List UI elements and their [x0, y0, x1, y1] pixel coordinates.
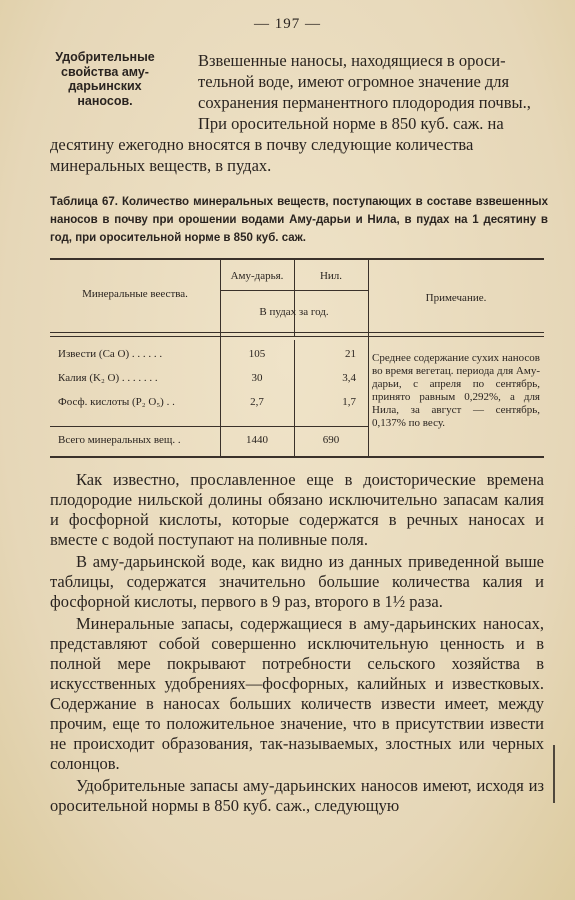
margin-note: Удобрительные свойства аму-дарьинских наносов. [55, 50, 155, 108]
header-minerals: Минеральные веества. [82, 288, 188, 300]
row-name: Фосф. кислоты (P₂ O₅) . . [58, 396, 175, 408]
total-name: Всего минеральных вещ. . [58, 434, 181, 446]
intro-line: тельной воде, имеют огромное значение для [198, 72, 510, 91]
table-title: Таблица 67. Количество минеральных веществ, поступающих в составе взвешенных наносов в почву при орошении водами Аму-дарьи и Нила, в пудах на 1 десятину в год, при оросительной норме в 850 куб. саж. [50, 196, 548, 244]
table-total-rule [50, 426, 368, 427]
table-header-rule [50, 332, 544, 333]
row-name: Извести (Ca O) . . . . . . [58, 348, 163, 360]
header-note: Примечание. [425, 292, 487, 304]
intro-line: При оросительной норме в 850 куб. саж. на [198, 114, 504, 133]
row-name: Калия (K₂ O) . . . . . . . [58, 372, 158, 384]
paragraph: В аму-дарьинской воде, как видно из данных приведенной выше таблицы, содержатся значительно большие количества калия и фосфорной кислоты, первого в 9 раз, второго в 1½ раза. [50, 552, 544, 611]
table-note: Среднее содержание сухих наносов во время вегетац. периода для Аму-дарьи, с апреля по сентябрь, принято равным 0,292%, а для Нила, за август — сентябрь, 0,137% по весу. [372, 352, 540, 429]
row-amu-value: 30 [251, 372, 263, 384]
header-units: В пудах за год. [259, 306, 329, 318]
row-nil-value: 3,4 [342, 372, 356, 384]
row-amu-value: 105 [248, 348, 266, 360]
total-nil-value: 690 [322, 434, 340, 446]
intro-paragraph [50, 50, 548, 176]
intro-line: минеральных веществ, в пудах. [50, 156, 272, 175]
total-amu-value: 1440 [246, 434, 268, 446]
intro-line: Взвешенные наносы, находящиеся в ороси- [198, 51, 506, 70]
margin-mark [553, 745, 555, 803]
paragraph: Как известно, прославленное еще в доисторические времена плодородие нильской долины обязано исключительно запасам калия и фосфорной кислоты, которые содержатся в речных наносах и вместе с водой поступают на поливные поля. [50, 470, 544, 549]
header-amu-darya: Аму-дарья. [230, 270, 284, 282]
table-subheader-rule [220, 290, 368, 291]
header-nile: Нил. [319, 270, 343, 282]
mineral-table [50, 258, 544, 458]
intro-line: десятину ежегодно вносятся в почву следующие количества [50, 135, 474, 154]
row-nil-value: 21 [345, 348, 356, 360]
table-divider [368, 260, 369, 456]
table-header-rule [50, 336, 544, 337]
paragraph: Удобрительные запасы аму-дарьинских наносов имеют, исходя из оросительной нормы в 850 куб. саж., следующую [50, 776, 544, 815]
body-text [50, 470, 544, 816]
row-amu-value: 2,7 [250, 396, 264, 408]
row-nil-value: 1,7 [342, 396, 356, 408]
paragraph: Минеральные запасы, содержащиеся в аму-дарьинских наносах, представляют собой совершенно исключительную ценность и в полной мере покрывают потребности сельского хозяйства в искусственных удобрениях—фосфорных, калийных и известковых. Содержание в наносах больших количеств извести имеет, между прочим, еще то положительное значение, что в присутствии извести не происходит образования, так-называемых, злостных или черных солонцов. [50, 614, 544, 773]
page-number: — 197 — [254, 16, 321, 32]
intro-line: сохранения перманентного плодородия почвы., [198, 93, 531, 112]
